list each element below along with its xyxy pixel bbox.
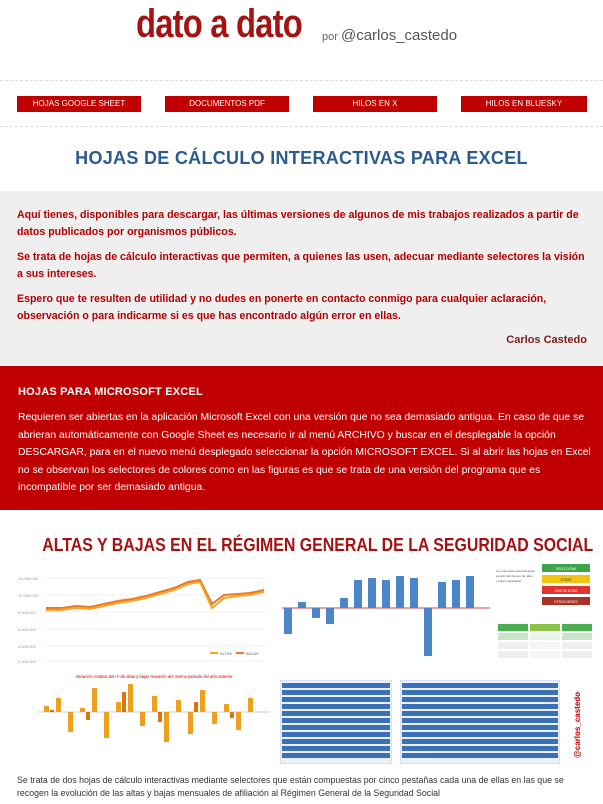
intro-paragraph-2: Se trata de hojas de cálculo interactivas que permiten, a quienes las usen, adecuar mediante selectores la visión a sus intereses. bbox=[17, 251, 585, 280]
excel-section-heading: HOJAS PARA MICROSOFT EXCEL bbox=[18, 386, 203, 398]
selector-label-3: PAIS DE ALTAS bbox=[554, 589, 578, 593]
dropdown-list-thumbnail-2 bbox=[400, 680, 560, 764]
selector-label-1: SELECCIONA bbox=[555, 567, 577, 571]
legend-bajas: BAJAS bbox=[246, 651, 259, 656]
watermark-handle bbox=[570, 690, 584, 760]
byline-prefix: por bbox=[322, 31, 338, 43]
line-chart-thumbnail bbox=[14, 568, 270, 668]
variation-chart-thumbnail bbox=[34, 672, 274, 766]
svg-text:2.000.000: 2.000.000 bbox=[18, 659, 36, 664]
svg-text:8.000.000: 8.000.000 bbox=[18, 610, 36, 615]
dropdown-list-thumbnail-1 bbox=[280, 680, 392, 764]
selector-panel-thumbnail bbox=[494, 564, 594, 668]
item-caption: Se trata de dos hojas de cálculo interactivas mediante selectores que están compuestas por cinco pestañas cada una de ellas en las que se recogen la evolución de las altas y bajas mensuales de afiliación al Régimen General de la Seguridad Social bbox=[17, 775, 564, 798]
svg-text:y bajas registradas: y bajas registradas bbox=[496, 579, 522, 583]
svg-text:a partir del número de altas: a partir del número de altas bbox=[496, 574, 533, 578]
svg-text:La proporción está calculada: La proporción está calculada bbox=[496, 569, 535, 573]
site-logo[interactable]: dato a dato bbox=[136, 2, 302, 46]
legend-altas: ALTAS bbox=[220, 651, 233, 656]
intro-paragraph-1: Aquí tienes, disponibles para descargar, las últimas versiones de algunos de mis trabajos realizados a partir de datos publicados por organismos públicos. bbox=[17, 209, 579, 238]
nav-pdf-button[interactable]: DOCUMENTOS PDF bbox=[165, 96, 289, 112]
main-nav bbox=[0, 96, 603, 112]
page-title: HOJAS DE CÁLCULO INTERACTIVAS PARA EXCEL bbox=[75, 148, 528, 168]
item-title[interactable]: ALTAS Y BAJAS EN EL RÉGIMEN GENERAL DE LA SEGURIDAD SOCIAL bbox=[42, 534, 594, 555]
svg-text:12.000.000: 12.000.000 bbox=[18, 576, 39, 581]
nav-divider bbox=[0, 126, 603, 127]
nav-google-sheet-button[interactable]: HOJAS GOOGLE SHEET bbox=[17, 96, 141, 112]
line-chart-legend bbox=[210, 651, 259, 656]
nav-bluesky-threads-button[interactable]: HILOS EN BLUESKY bbox=[461, 96, 587, 112]
author-handle-link[interactable]: @carlos_castedo bbox=[340, 27, 458, 44]
svg-text:4.000.000: 4.000.000 bbox=[18, 644, 36, 649]
intro-signature: Carlos Castedo bbox=[506, 334, 587, 346]
item-preview-image[interactable] bbox=[14, 564, 594, 764]
excel-section-body: Requieren ser abiertas en la aplicación Microsoft Excel con una versión que no sea demasiado antigua. En caso de que se abrieran automáticamente con Google Sheet es necesario ir al menú ARCHIVO y buscar en el desplegable la opción DESCARGAR, para en el nuevo menú desplegado seleccionar la opción MICROSOFT EXCEL. Si al abrir las hojas en Excel no se observan los selectores de colores como en las figuras es que se trata de una versión del programa que es incompatible por ser demasiado antigua. bbox=[18, 412, 591, 493]
svg-text:10.000.000: 10.000.000 bbox=[18, 593, 39, 598]
variation-chart-title: Variación relativa del nº de altas y bajas respecto del mismo periodo del año anterior bbox=[75, 674, 233, 679]
header-divider bbox=[0, 80, 603, 81]
byline bbox=[322, 27, 457, 44]
intro-panel bbox=[0, 191, 603, 365]
excel-info-panel bbox=[0, 366, 603, 510]
selector-label-4: OTROS MESES bbox=[554, 600, 578, 604]
intro-paragraph-3: Espero que te resulten de utilidad y no dudes en ponerte en contacto conmigo para cualquier aclaración, observación o para indicarme si es que has encontrado algún error en ellas. bbox=[17, 293, 547, 322]
nav-x-threads-button[interactable]: HILOS EN X bbox=[313, 96, 437, 112]
bar-chart-thumbnail bbox=[278, 568, 492, 668]
site-header bbox=[0, 0, 603, 80]
selector-label-2: OTRAS bbox=[560, 578, 572, 582]
watermark-text: @carlos_castedo bbox=[573, 691, 582, 758]
svg-text:6.000.000: 6.000.000 bbox=[18, 627, 36, 632]
